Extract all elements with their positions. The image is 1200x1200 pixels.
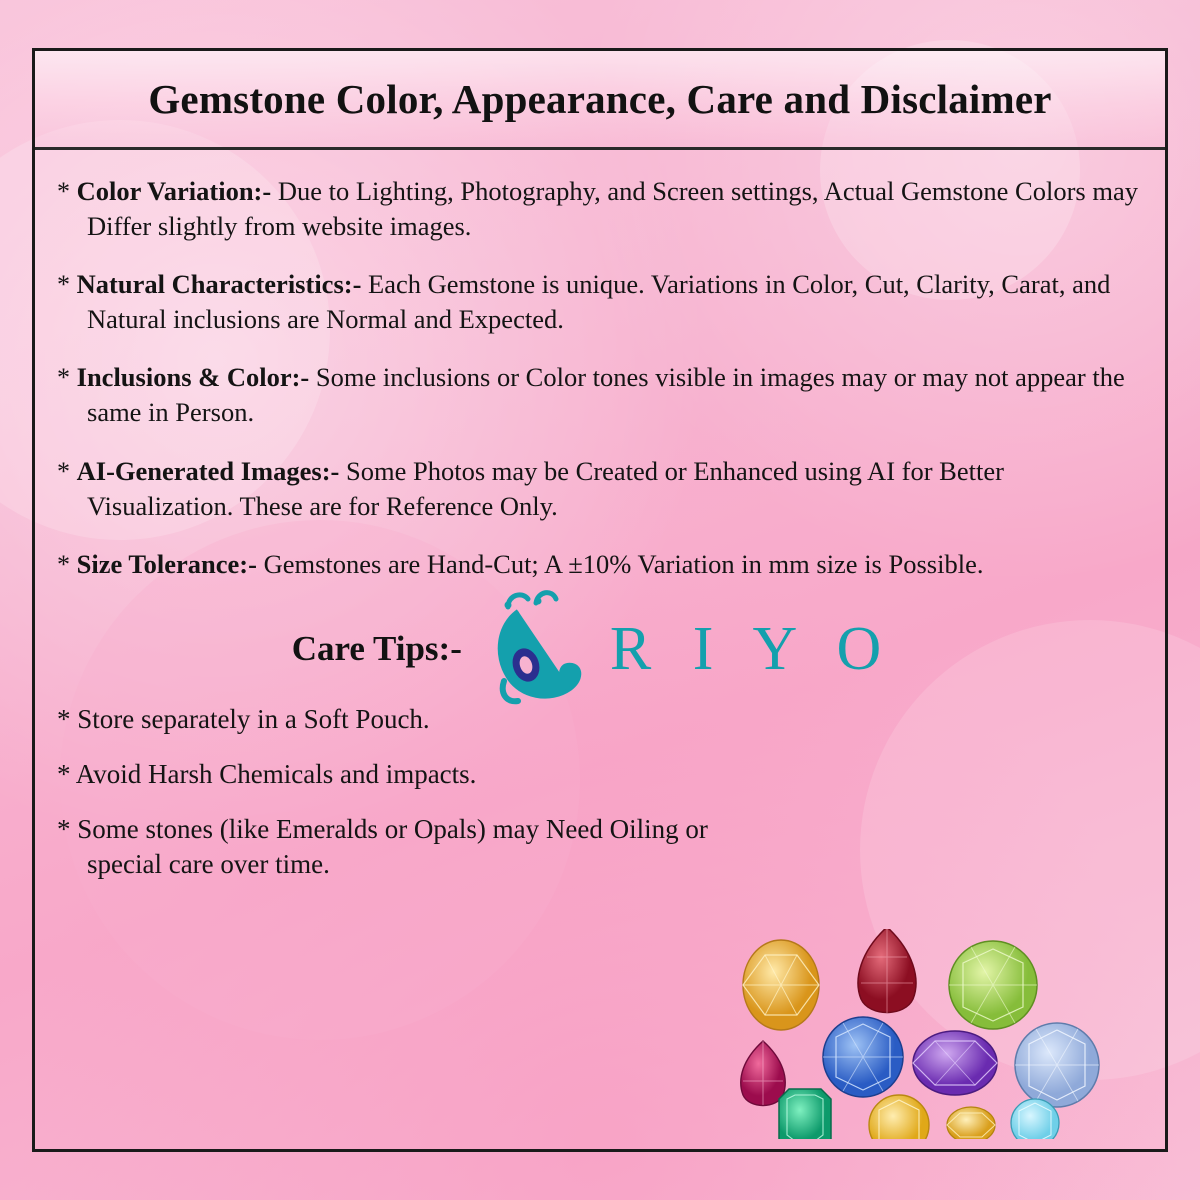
care-item-text: Some stones (like Emeralds or Opals) may Need Oiling or special care over time.: [77, 813, 708, 880]
bullet-marker: *: [57, 363, 70, 393]
bullet-size-tolerance: [57, 547, 1139, 582]
care-item-oiling: [57, 812, 787, 882]
bullet-text: Some Photos may be Created or Enhanced using AI for Better Visualization. These are for Reference Only.: [87, 455, 1004, 521]
peacock-icon: [478, 581, 598, 716]
bullet-label: Inclusions & Color:-: [76, 362, 310, 393]
care-tips-heading: Care Tips:-: [291, 628, 462, 668]
bullet-label: Color Variation:-: [76, 176, 272, 206]
bullet-text: Each Gemstone is unique. Variations in Color, Cut, Clarity, Carat, and Natural inclusions are Normal and Expected.: [87, 269, 1111, 335]
bullet-color-variation: [57, 174, 1139, 243]
bullet-label: AI-Generated Images:-: [76, 455, 340, 486]
bullet-text: Gemstones are Hand-Cut; A ±10% Variation in mm size is Possible.: [256, 548, 984, 579]
bullet-inclusions-color: [57, 360, 1139, 429]
bullet-label: Size Tolerance:-: [76, 548, 257, 579]
bullet-text: Due to Lighting, Photography, and Screen settings, Actual Gemstone Colors may Differ slightly from website images.: [87, 176, 1138, 241]
content-area: [35, 150, 1165, 882]
bullet-marker: *: [57, 177, 70, 206]
bullet-marker: *: [57, 456, 70, 486]
bullet-marker: *: [57, 703, 71, 734]
bullet-marker: *: [57, 549, 70, 579]
brand-name: R I Y O: [609, 614, 895, 683]
disclaimer-card: [32, 48, 1168, 1152]
bullet-ai-generated-images: [57, 454, 1139, 523]
care-item-store: [57, 702, 787, 737]
bullet-natural-characteristics: [57, 267, 1139, 336]
page-title: Gemstone Color, Appearance, Care and Disclaimer: [148, 76, 1052, 122]
care-tips-heading-row: [57, 606, 1139, 692]
title-bar: [35, 51, 1165, 150]
bullet-marker: *: [57, 813, 71, 844]
bullet-marker: *: [57, 270, 70, 300]
care-item-chemicals: [57, 757, 787, 792]
bullet-text: Some inclusions or Color tones visible in images may or may not appear the same in Person.: [87, 362, 1125, 428]
bullet-label: Natural Characteristics:-: [76, 269, 362, 300]
brand-lockup: [478, 581, 894, 716]
bullet-marker: *: [57, 758, 71, 789]
care-tips-list: [57, 702, 1139, 882]
care-item-text: Store separately in a Soft Pouch.: [77, 703, 430, 734]
care-item-text: Avoid Harsh Chemicals and impacts.: [75, 758, 477, 789]
gemstone-cluster-illustration: [739, 929, 1159, 1139]
